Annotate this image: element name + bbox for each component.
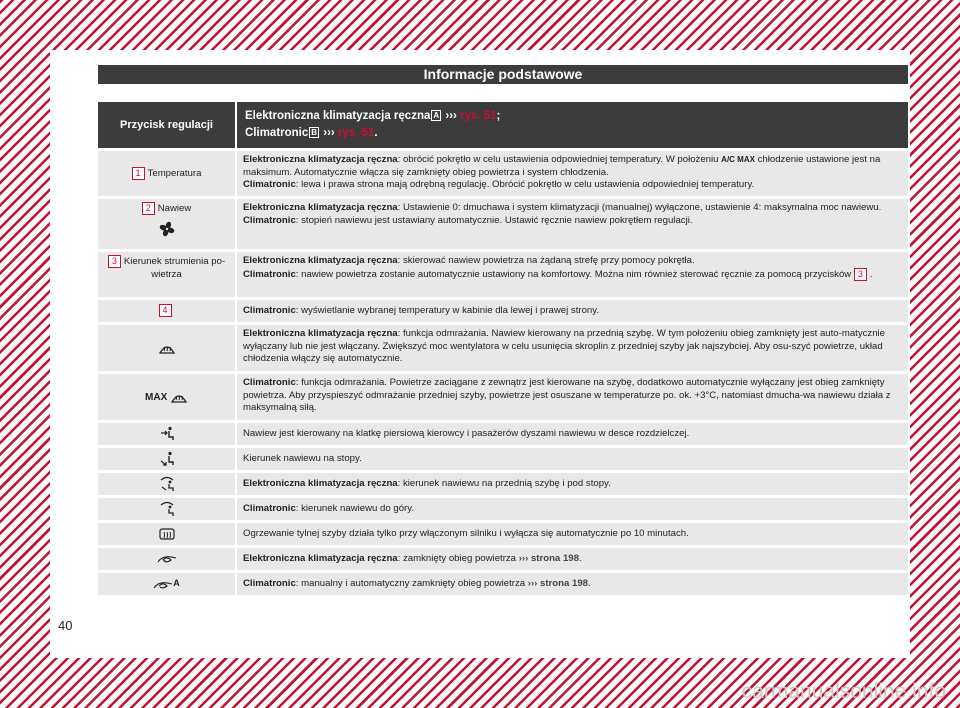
table-row	[98, 498, 908, 520]
watermark: carmanualsonline.info	[741, 680, 946, 703]
control-cell	[98, 252, 237, 297]
control-cell	[98, 498, 237, 520]
description-cell: Climatronic: funkcja odmrażania. Powietrze zaciągane z zewnątrz jest kierowane na szybę, dodatkowo automatycznie wyłączany jest obieg zamknięty powietrza. Aby przyspieszyć odmrażanie przedniej szyby, powietrze jest osuszane w temperaturze po. ok. +3°C, natomiast dmucha-wa nawiewu działa z maksymalną siłą.	[237, 374, 908, 420]
max-defrost-icon: MAX	[145, 392, 188, 403]
description-cell: Elektroniczna klimatyzacja ręczna: obrócić pokrętło w celu ustawienia odpowiedniej temperatury. W położeniu A/C MAX chłodzenie ustawione jest na maksimum. Automatycznie włącza się zamknięty obieg powietrza i system chłodzenia. Climatronic: lewa i prawa strona mają odrębną regulację. Obrócić pokrętło w celu ustawienia odpowiedniej temperatury.	[237, 151, 908, 196]
table-header-row	[98, 102, 908, 148]
description-cell: Elektroniczna klimatyzacja ręczna: zamknięty obieg powietrza ››› strona 198.	[237, 548, 908, 570]
page-number: 40	[58, 618, 73, 633]
control-cell	[98, 423, 237, 445]
control-cell	[98, 325, 237, 371]
control-cell	[98, 523, 237, 545]
control-cell	[98, 199, 237, 249]
table-row	[98, 199, 908, 249]
control-cell	[98, 300, 237, 322]
table-row	[98, 548, 908, 570]
table-row	[98, 151, 908, 196]
airflow-up-icon	[159, 501, 175, 517]
description-cell: Elektroniczna klimatyzacja ręczna: funkcja odmrażania. Nawiew kierowany na przednią szybę. W tym położeniu obieg zamknięty jest auto-matycznie wyłączany lub nie jest włączany. Zwiększyć moc wentylatora w celu usunięcia skroplin z przedniej szyby jak najszybciej. Aby osu-szyć powietrze, układ chłodzenia włączy się automatycznie.	[237, 325, 908, 371]
table-row	[98, 473, 908, 495]
column-header-control: Przycisk regulacji	[98, 102, 237, 148]
description-cell: Climatronic: manualny i automatyczny zamknięty obieg powietrza ››› strona 198.	[237, 573, 908, 595]
ac-max-symbol: A/C MAX	[721, 155, 755, 164]
description-cell: Climatronic: wyświetlanie wybranej temperatury w kabinie dla lewej i prawej strony.	[237, 300, 908, 322]
description-cell: Elektroniczna klimatyzacja ręczna: Ustawienie 0: dmuchawa i system klimatyzacji (manualnej) wyłączone, ustawienie 4: maksymalna moc nawiewu. Climatronic: stopień nawiewu jest ustawiany automatycznie. Ustawić ręcznie nawiew pokrętłem regulacji.	[237, 199, 908, 249]
callout-number: 3	[854, 268, 867, 281]
table-row	[98, 325, 908, 371]
table-row	[98, 252, 908, 297]
table-row	[98, 573, 908, 595]
figure-label-a: A	[433, 111, 440, 120]
windshield-defrost-icon	[158, 341, 176, 355]
section-title: Informacje podstawowe	[98, 65, 908, 84]
callout-number: 4	[159, 304, 172, 317]
callout-number: 3	[108, 255, 121, 268]
figure-link[interactable]: rys. 51	[337, 127, 375, 139]
recirculation-icon	[157, 552, 177, 564]
control-label: Kierunek strumienia po-wietrza	[123, 256, 226, 280]
control-label: Nawiew	[157, 203, 192, 214]
airflow-windshield-feet-icon	[159, 476, 175, 492]
control-label: Temperatura	[147, 167, 202, 179]
control-cell	[98, 473, 237, 495]
figure-label-b: B	[311, 128, 318, 137]
description-cell: Elektroniczna klimatyzacja ręczna: kierunek nawiewu na przednią szybę i pod stopy.	[237, 473, 908, 495]
control-cell	[98, 573, 237, 595]
control-cell	[98, 374, 237, 420]
description-cell: Elektroniczna klimatyzacja ręczna: skierować nawiew powietrza na żądaną strefę przy pomocy pokrętła. Climatronic: nawiew powietrza zostanie automatycznie ustawiony na komfortowy. Można nim również sterować ręcznie za pomocą przycisków 3 .	[237, 252, 908, 297]
control-cell	[98, 151, 237, 196]
column-header-description: Elektroniczna klimatyzacja ręczna A ››› rys. 51; Climatronic B ››› rys. 51.	[237, 102, 908, 148]
airflow-chest-icon	[159, 426, 175, 442]
description-cell: Ogrzewanie tylnej szyby działa tylko przy włączonym silniku i wyłącza się automatycznie po 10 minutach.	[237, 523, 908, 545]
airflow-feet-icon	[159, 451, 175, 467]
callout-number: 1	[132, 167, 145, 180]
page-link[interactable]: ››› strona 198	[518, 552, 579, 564]
description-cell: Nawiew jest kierowany na klatkę piersiową kierowcy i pasażerów dyszami nawiewu w desce rozdzielczej.	[237, 423, 908, 445]
table-row	[98, 448, 908, 470]
manual-page	[50, 50, 910, 658]
fan-icon	[159, 221, 175, 237]
control-cell	[98, 448, 237, 470]
table-row	[98, 523, 908, 545]
page-link[interactable]: ››› strona 198	[527, 577, 588, 589]
control-cell	[98, 548, 237, 570]
table-row	[98, 374, 908, 420]
callout-number: 2	[142, 202, 155, 215]
description-cell: Climatronic: kierunek nawiewu do góry.	[237, 498, 908, 520]
table-row	[98, 423, 908, 445]
controls-table	[98, 99, 908, 598]
description-cell: Kierunek nawiewu na stopy.	[237, 448, 908, 470]
table-row	[98, 300, 908, 322]
recirculation-auto-icon: A	[153, 578, 180, 589]
rear-window-heat-icon	[158, 527, 176, 541]
figure-link[interactable]: rys. 51	[460, 110, 497, 122]
